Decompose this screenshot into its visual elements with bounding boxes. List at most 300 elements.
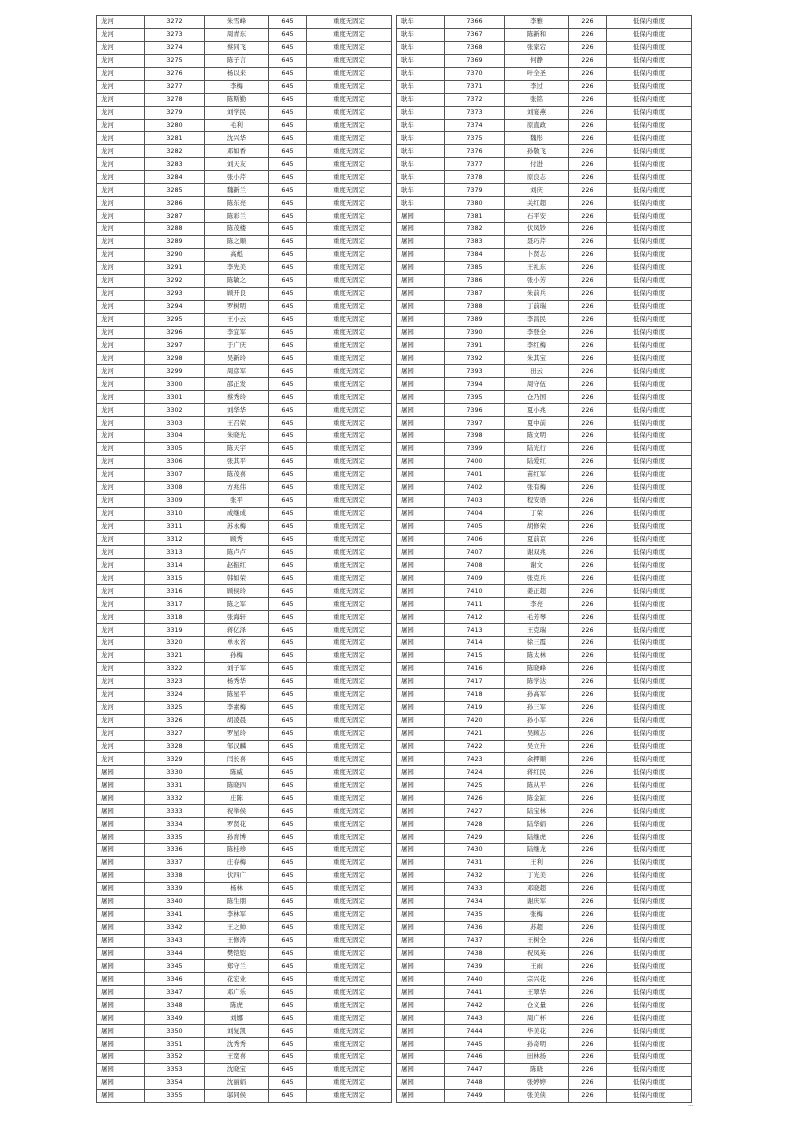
area-cell: 屠园 — [397, 662, 445, 675]
amount-cell: 645 — [269, 494, 307, 507]
amount-cell: 645 — [269, 999, 307, 1012]
amount-cell: 226 — [569, 947, 607, 960]
category-cell: 重度无固定 — [307, 404, 392, 417]
area-cell: 屠园 — [97, 805, 145, 818]
amount-cell: 645 — [269, 132, 307, 145]
table-row — [97, 585, 392, 598]
category-cell: 重度无固定 — [307, 637, 392, 650]
id-cell: 3325 — [145, 701, 205, 714]
category-cell: 低保内重度 — [607, 300, 692, 313]
id-cell: 3324 — [145, 688, 205, 701]
amount-cell: 226 — [569, 442, 607, 455]
table-row — [97, 28, 392, 41]
amount-cell: 226 — [569, 28, 607, 41]
amount-cell: 645 — [269, 818, 307, 831]
id-cell: 7369 — [445, 54, 505, 67]
id-cell: 3355 — [145, 1089, 205, 1102]
id-cell: 3321 — [145, 649, 205, 662]
category-cell: 重度无固定 — [307, 585, 392, 598]
table-row — [397, 805, 692, 818]
category-cell: 低保内重度 — [607, 701, 692, 714]
amount-cell: 645 — [269, 1076, 307, 1089]
category-cell: 重度无固定 — [307, 882, 392, 895]
area-cell: 屠园 — [97, 986, 145, 999]
amount-cell: 226 — [569, 184, 607, 197]
amount-cell: 226 — [569, 339, 607, 352]
area-cell: 屠园 — [97, 779, 145, 792]
name-cell: 张小芳 — [505, 274, 569, 287]
category-cell: 低保内重度 — [607, 520, 692, 533]
category-cell: 低保内重度 — [607, 171, 692, 184]
category-cell: 低保内重度 — [607, 16, 692, 29]
area-cell: 屠园 — [397, 611, 445, 624]
table-row — [397, 960, 692, 973]
name-cell: 张铭 — [505, 93, 569, 106]
id-cell: 7411 — [445, 598, 505, 611]
name-cell: 张小芹 — [205, 171, 269, 184]
area-cell: 龙河 — [97, 261, 145, 274]
table-row — [397, 1051, 692, 1064]
category-cell: 重度无固定 — [307, 67, 392, 80]
name-cell: 仓义量 — [505, 999, 569, 1012]
name-cell: 蔡同飞 — [205, 41, 269, 54]
area-cell: 龙河 — [97, 727, 145, 740]
area-cell: 龙河 — [97, 352, 145, 365]
category-cell: 低保内重度 — [607, 197, 692, 210]
table-row — [397, 93, 692, 106]
category-cell: 重度无固定 — [307, 223, 392, 236]
name-cell: 刘子军 — [205, 662, 269, 675]
id-cell: 7434 — [445, 895, 505, 908]
id-cell: 3286 — [145, 197, 205, 210]
area-cell: 耿车 — [397, 28, 445, 41]
table-row — [397, 54, 692, 67]
table-row — [97, 67, 392, 80]
category-cell: 低保内重度 — [607, 649, 692, 662]
name-cell: 毕美花 — [505, 1025, 569, 1038]
area-cell: 龙河 — [97, 223, 145, 236]
category-cell: 低保内重度 — [607, 714, 692, 727]
category-cell: 重度无固定 — [307, 921, 392, 934]
name-cell: 张梅 — [505, 908, 569, 921]
area-cell: 龙河 — [97, 455, 145, 468]
name-cell: 朱雪峰 — [205, 16, 269, 29]
category-cell: 重度无固定 — [307, 54, 392, 67]
id-cell: 7445 — [445, 1038, 505, 1051]
category-cell: 重度无固定 — [307, 158, 392, 171]
name-cell: 陈金缸 — [505, 792, 569, 805]
amount-cell: 645 — [269, 701, 307, 714]
name-cell: 刘娜 — [205, 1012, 269, 1025]
amount-cell: 226 — [569, 999, 607, 1012]
id-cell: 7413 — [445, 624, 505, 637]
category-cell: 低保内重度 — [607, 973, 692, 986]
amount-cell: 645 — [269, 520, 307, 533]
amount-cell: 645 — [269, 145, 307, 158]
name-cell: 徐三霞 — [505, 637, 569, 650]
name-cell: 罗星玲 — [205, 727, 269, 740]
amount-cell: 645 — [269, 844, 307, 857]
name-cell: 原良志 — [505, 171, 569, 184]
name-cell: 陆华娟 — [505, 818, 569, 831]
table-row — [97, 274, 392, 287]
category-cell: 低保内重度 — [607, 598, 692, 611]
id-cell: 3292 — [145, 274, 205, 287]
id-cell: 7390 — [445, 326, 505, 339]
table-row — [97, 701, 392, 714]
id-cell: 7444 — [445, 1025, 505, 1038]
id-cell: 3315 — [145, 572, 205, 585]
name-cell: 高彪 — [205, 248, 269, 261]
category-cell: 重度无固定 — [307, 908, 392, 921]
name-cell: 陈晓 — [505, 1063, 569, 1076]
amount-cell: 645 — [269, 248, 307, 261]
name-cell: 邓如香 — [205, 145, 269, 158]
category-cell: 低保内重度 — [607, 1025, 692, 1038]
table-row — [397, 158, 692, 171]
name-cell: 邵正发 — [205, 378, 269, 391]
category-cell: 重度无固定 — [307, 313, 392, 326]
area-cell: 屠园 — [397, 1038, 445, 1051]
amount-cell: 645 — [269, 649, 307, 662]
id-cell: 7370 — [445, 67, 505, 80]
amount-cell: 226 — [569, 792, 607, 805]
area-cell: 屠园 — [397, 235, 445, 248]
category-cell: 重度无固定 — [307, 507, 392, 520]
area-cell: 屠园 — [397, 727, 445, 740]
table-row — [97, 326, 392, 339]
amount-cell: 226 — [569, 417, 607, 430]
name-cell: 王小云 — [205, 313, 269, 326]
id-cell: 3339 — [145, 882, 205, 895]
amount-cell: 226 — [569, 313, 607, 326]
table-row — [397, 572, 692, 585]
table-row — [97, 908, 392, 921]
area-cell: 屠园 — [397, 882, 445, 895]
category-cell: 低保内重度 — [607, 999, 692, 1012]
name-cell: 张平 — [205, 494, 269, 507]
id-cell: 3354 — [145, 1076, 205, 1089]
name-cell: 赵振红 — [205, 559, 269, 572]
amount-cell: 226 — [569, 960, 607, 973]
table-row — [397, 973, 692, 986]
area-cell: 龙河 — [97, 235, 145, 248]
name-cell: 陈东亮 — [205, 197, 269, 210]
id-cell: 3337 — [145, 856, 205, 869]
amount-cell: 226 — [569, 611, 607, 624]
table-row — [97, 559, 392, 572]
amount-cell: 226 — [569, 494, 607, 507]
id-cell: 3287 — [145, 210, 205, 223]
area-cell: 屠园 — [397, 792, 445, 805]
table-row — [397, 792, 692, 805]
name-cell: 于广庆 — [205, 339, 269, 352]
amount-cell: 226 — [569, 41, 607, 54]
table-row — [397, 300, 692, 313]
area-cell: 屠园 — [97, 999, 145, 1012]
amount-cell: 226 — [569, 805, 607, 818]
category-cell: 重度无固定 — [307, 701, 392, 714]
name-cell: 韩如荣 — [205, 572, 269, 585]
category-cell: 重度无固定 — [307, 1063, 392, 1076]
area-cell: 耿车 — [397, 41, 445, 54]
area-cell: 龙河 — [97, 675, 145, 688]
category-cell: 重度无固定 — [307, 856, 392, 869]
area-cell: 龙河 — [97, 559, 145, 572]
table-row — [97, 533, 392, 546]
amount-cell: 226 — [569, 856, 607, 869]
table-row — [397, 28, 692, 41]
area-cell: 龙河 — [97, 598, 145, 611]
table-row — [97, 378, 392, 391]
category-cell: 低保内重度 — [607, 934, 692, 947]
category-cell: 重度无固定 — [307, 352, 392, 365]
category-cell: 重度无固定 — [307, 753, 392, 766]
amount-cell: 645 — [269, 430, 307, 443]
amount-cell: 226 — [569, 300, 607, 313]
table-row — [397, 598, 692, 611]
id-cell: 3323 — [145, 675, 205, 688]
table-row — [97, 831, 392, 844]
id-cell: 3320 — [145, 637, 205, 650]
table-row — [97, 184, 392, 197]
area-cell: 屠园 — [97, 960, 145, 973]
amount-cell: 226 — [569, 54, 607, 67]
table-row — [97, 675, 392, 688]
area-cell: 耿车 — [397, 54, 445, 67]
id-cell: 3294 — [145, 300, 205, 313]
area-cell: 龙河 — [97, 507, 145, 520]
name-cell: 朱其宝 — [505, 352, 569, 365]
id-cell: 3273 — [145, 28, 205, 41]
category-cell: 重度无固定 — [307, 339, 392, 352]
table-row — [397, 559, 692, 572]
category-cell: 低保内重度 — [607, 184, 692, 197]
area-cell: 屠园 — [397, 973, 445, 986]
table-row — [397, 740, 692, 753]
name-cell: 谢文 — [505, 559, 569, 572]
table-row — [97, 339, 392, 352]
amount-cell: 226 — [569, 882, 607, 895]
table-row — [97, 248, 392, 261]
amount-cell: 645 — [269, 404, 307, 417]
category-cell: 重度无固定 — [307, 831, 392, 844]
category-cell: 重度无固定 — [307, 947, 392, 960]
category-cell: 重度无固定 — [307, 197, 392, 210]
name-cell: 王之帅 — [205, 921, 269, 934]
name-cell: 吴立升 — [505, 740, 569, 753]
name-cell: 聂巧芹 — [505, 235, 569, 248]
name-cell: 魏新兰 — [205, 184, 269, 197]
table-row — [397, 132, 692, 145]
table-row — [97, 300, 392, 313]
area-cell: 耿车 — [397, 80, 445, 93]
amount-cell: 645 — [269, 313, 307, 326]
name-cell: 伏凤钞 — [505, 223, 569, 236]
category-cell: 低保内重度 — [607, 986, 692, 999]
id-cell: 3295 — [145, 313, 205, 326]
area-cell: 龙河 — [97, 468, 145, 481]
name-cell: 田云 — [505, 365, 569, 378]
amount-cell: 645 — [269, 740, 307, 753]
name-cell: 余押顺 — [505, 753, 569, 766]
table-row — [397, 339, 692, 352]
category-cell: 重度无固定 — [307, 1089, 392, 1102]
name-cell: 李亮 — [505, 598, 569, 611]
category-cell: 低保内重度 — [607, 805, 692, 818]
name-cell: 孙三军 — [505, 701, 569, 714]
amount-cell: 645 — [269, 1025, 307, 1038]
category-cell: 重度无固定 — [307, 973, 392, 986]
id-cell: 7405 — [445, 520, 505, 533]
table-row — [397, 481, 692, 494]
area-cell: 屠园 — [397, 352, 445, 365]
amount-cell: 226 — [569, 93, 607, 106]
id-cell: 3301 — [145, 391, 205, 404]
id-cell: 7372 — [445, 93, 505, 106]
name-cell: 李宜军 — [205, 326, 269, 339]
table-row — [97, 882, 392, 895]
amount-cell: 645 — [269, 455, 307, 468]
amount-cell: 645 — [269, 792, 307, 805]
id-cell: 3311 — [145, 520, 205, 533]
table-row — [397, 921, 692, 934]
amount-cell: 226 — [569, 261, 607, 274]
table-row — [97, 1038, 392, 1051]
area-cell: 龙河 — [97, 753, 145, 766]
category-cell: 重度无固定 — [307, 93, 392, 106]
name-cell: 付进 — [505, 158, 569, 171]
amount-cell: 226 — [569, 391, 607, 404]
name-cell: 李昌民 — [505, 313, 569, 326]
area-cell: 屠园 — [97, 1025, 145, 1038]
name-cell: 卜贤志 — [505, 248, 569, 261]
name-cell: 张婷婷 — [505, 1076, 569, 1089]
category-cell: 低保内重度 — [607, 533, 692, 546]
area-cell: 龙河 — [97, 313, 145, 326]
category-cell: 低保内重度 — [607, 753, 692, 766]
area-cell: 龙河 — [97, 339, 145, 352]
category-cell: 低保内重度 — [607, 611, 692, 624]
area-cell: 屠园 — [397, 365, 445, 378]
id-cell: 7443 — [445, 1012, 505, 1025]
category-cell: 低保内重度 — [607, 960, 692, 973]
table-row — [97, 145, 392, 158]
name-cell: 陈生朋 — [205, 895, 269, 908]
category-cell: 重度无固定 — [307, 986, 392, 999]
name-cell: 陆宝林 — [505, 805, 569, 818]
category-cell: 低保内重度 — [607, 430, 692, 443]
area-cell: 屠园 — [397, 714, 445, 727]
id-cell: 3316 — [145, 585, 205, 598]
area-cell: 屠园 — [397, 585, 445, 598]
name-cell: 胡凌晨 — [205, 714, 269, 727]
table-row — [97, 934, 392, 947]
amount-cell: 226 — [569, 895, 607, 908]
category-cell: 低保内重度 — [607, 235, 692, 248]
area-cell: 耿车 — [397, 16, 445, 29]
table-row — [97, 1089, 392, 1102]
area-cell: 屠园 — [97, 895, 145, 908]
name-cell: 夏小兆 — [505, 404, 569, 417]
table-row — [397, 856, 692, 869]
id-cell: 7366 — [445, 16, 505, 29]
area-cell: 屠园 — [397, 999, 445, 1012]
area-cell: 屠园 — [397, 378, 445, 391]
name-cell: 丁前瑞 — [505, 300, 569, 313]
amount-cell: 645 — [269, 727, 307, 740]
amount-cell: 645 — [269, 378, 307, 391]
category-cell: 低保内重度 — [607, 494, 692, 507]
id-cell: 7367 — [445, 28, 505, 41]
area-cell: 屠园 — [97, 792, 145, 805]
table-row — [97, 792, 392, 805]
category-cell: 重度无固定 — [307, 41, 392, 54]
area-cell: 耿车 — [397, 184, 445, 197]
area-cell: 屠园 — [397, 533, 445, 546]
amount-cell: 645 — [269, 210, 307, 223]
id-cell: 7432 — [445, 869, 505, 882]
name-cell: 陆光行 — [505, 442, 569, 455]
table-row — [397, 1012, 692, 1025]
table-row — [97, 132, 392, 145]
area-cell: 龙河 — [97, 546, 145, 559]
area-cell: 耿车 — [397, 197, 445, 210]
name-cell: 王利 — [505, 856, 569, 869]
table-row — [397, 494, 692, 507]
amount-cell: 226 — [569, 352, 607, 365]
table-row — [97, 93, 392, 106]
category-cell: 重度无固定 — [307, 844, 392, 857]
amount-cell: 226 — [569, 158, 607, 171]
category-cell: 重度无固定 — [307, 1012, 392, 1025]
amount-cell: 645 — [269, 662, 307, 675]
amount-cell: 645 — [269, 766, 307, 779]
name-cell: 陈敏之 — [205, 274, 269, 287]
area-cell: 屠园 — [97, 1089, 145, 1102]
id-cell: 7377 — [445, 158, 505, 171]
area-cell: 屠园 — [397, 468, 445, 481]
amount-cell: 645 — [269, 93, 307, 106]
area-cell: 龙河 — [97, 16, 145, 29]
name-cell: 原直政 — [505, 119, 569, 132]
amount-cell: 645 — [269, 54, 307, 67]
amount-cell: 226 — [569, 1076, 607, 1089]
table-row — [397, 585, 692, 598]
amount-cell: 226 — [569, 973, 607, 986]
id-cell: 7429 — [445, 831, 505, 844]
category-cell: 重度无固定 — [307, 792, 392, 805]
area-cell: 屠园 — [397, 210, 445, 223]
id-cell: 7421 — [445, 727, 505, 740]
id-cell: 3313 — [145, 546, 205, 559]
name-cell: 李登全 — [505, 326, 569, 339]
table-row — [97, 1076, 392, 1089]
table-row — [97, 520, 392, 533]
name-cell: 关红超 — [505, 197, 569, 210]
id-cell: 7376 — [445, 145, 505, 158]
id-cell: 3333 — [145, 805, 205, 818]
id-cell: 7441 — [445, 986, 505, 999]
amount-cell: 645 — [269, 339, 307, 352]
amount-cell: 645 — [269, 1051, 307, 1064]
table-row — [397, 934, 692, 947]
table-row — [97, 41, 392, 54]
amount-cell: 645 — [269, 468, 307, 481]
category-cell: 低保内重度 — [607, 921, 692, 934]
category-cell: 重度无固定 — [307, 662, 392, 675]
category-cell: 重度无固定 — [307, 688, 392, 701]
